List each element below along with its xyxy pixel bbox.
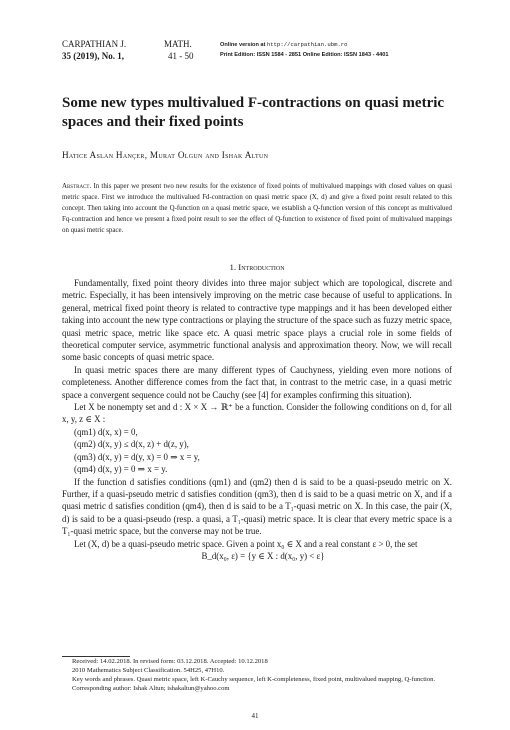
- display-equation: B_d(x₀, ε) = {y ∈ X : d(x₀, y) < ε}: [201, 550, 325, 561]
- paragraph: If the function d satisfies conditions (qm1) and (qm2) then d is said to be a quasi-pseudo metric on X. Further, if a quasi-pseudo metric d satisfies condition (qm3), then d is said to be a quasi metric on X, and if a quasi metric d satisfies condition (qm4), then d is said to be a T₁-quasi metric on X. In this case, the pair (X, d) is said to be a quasi-pseudo (resp. a quasi, a T₁-quasi) metric space. It is clear that every metric space is a T₁-quasi metric space, but the converse may not be true.: [62, 476, 452, 537]
- paragraph: Fundamentally, fixed point theory divides into three major subject which are topological, discrete and metric. Especially, it has been intensively improving on the metric case because of useful to applications. In general, metrical fixed point theory is related to contractive type mappings and it has been developed either taking into account the new type contractions or playing the structure of the space such as fuzzy metric space, quasi metric space, metric like space etc. A quasi metric space plays a crucial role in some fields of theoretical computer service, asymmetric functional analysis and approximation theory. Now, we will recall some basic concepts of quasi metric space.: [62, 278, 452, 363]
- footnote-rule: [62, 656, 130, 657]
- section-heading: 1. Introduction: [229, 262, 285, 272]
- abstract: [62, 181, 452, 236]
- body-text: [62, 277, 452, 562]
- journal-subject: MATH.: [164, 39, 192, 49]
- journal-pages: 41 - 50: [168, 51, 194, 61]
- footnote-received: Received: 14.02.2018. In revised form: 03.12.2018. Accepted: 10.12.2018: [72, 658, 268, 665]
- print-edition: Print Edition: ISSN 1584 - 2851 Online Edition: ISSN 1843 - 4401: [220, 52, 389, 58]
- paper-authors: Hatice Aslan Hançer, Murat Olgun and Ishak Altun: [62, 150, 269, 160]
- page-number: 41: [251, 712, 259, 720]
- online-url[interactable]: http://carpathian.ubm.ro: [266, 41, 348, 48]
- journal-subject-block: [164, 38, 220, 62]
- online-label: Online version at: [220, 42, 267, 48]
- condition-qm2: (qm2) d(x, y) ≤ d(x, z) + d(z, y),: [74, 439, 189, 450]
- abstract-label: Abstract.: [62, 183, 92, 190]
- journal-volume: 35 (2019), No. 1,: [62, 51, 124, 61]
- online-line: [220, 40, 465, 50]
- abstract-text: In this paper we present two new results for the existence of fixed points of multivalued mappings with closed values on quasi metric space. First we introduce the multivalued Fd-contraction on quasi metric space (X, d) and give a fixed point result related to this concept. Then taking into account the Q-function on a quasi metric space, we establish a Q-function version of this concept as multivalued Fq-contraction and hence we present a fixed point result to see the effect of Q-function to existence of fixed point of multivalued mappings on quasi metric space.: [62, 183, 452, 234]
- journal-info: [62, 38, 152, 62]
- paragraph: Let X be nonempty set and d : X × X → ℝ⁺ be a function. Consider the following conditions on d, for all x, y, z ∈ X :: [62, 402, 452, 425]
- paper-title: Some new types multivalued F-contractions on quasi metric spaces and their fixed points: [62, 95, 445, 130]
- paragraph: In quasi metric spaces there are many different types of Cauchyness, yielding even more notions of completeness. Another difference comes from the fact that, in contrast to the metric case, in a quasi metric space a convergent sequence could not be Cauchy (see [4] for examples confirming this situation).: [62, 364, 452, 400]
- condition-qm3: (qm3) d(x, y) = d(y, x) = 0 ⇒ x = y,: [74, 451, 200, 462]
- footnotes: [62, 658, 452, 694]
- edition-info: [220, 40, 465, 60]
- footnote-msc: 2010 Mathematics Subject Classification. 54H25, 47H10.: [72, 666, 225, 674]
- paragraph: Let (X, d) be a quasi-pseudo metric space. Given a point x₀ ∈ X and a real constant ε > 0, the set: [74, 538, 418, 549]
- condition-qm1: (qm1) d(x, x) = 0,: [74, 426, 138, 437]
- footnote-keywords: Key words and phrases. Quasi metric space, left K-Cauchy sequence, left K-completeness, fixed point, multivalued mapping, Q-function.: [72, 675, 436, 683]
- journal-name: CARPATHIAN J.: [62, 39, 127, 49]
- footnote-corresponding: Corresponding author: Ishak Altun; ishakaltun@yahoo.com: [72, 684, 230, 692]
- condition-qm4: (qm4) d(x, y) = 0 ⇒ x = y.: [74, 464, 168, 475]
